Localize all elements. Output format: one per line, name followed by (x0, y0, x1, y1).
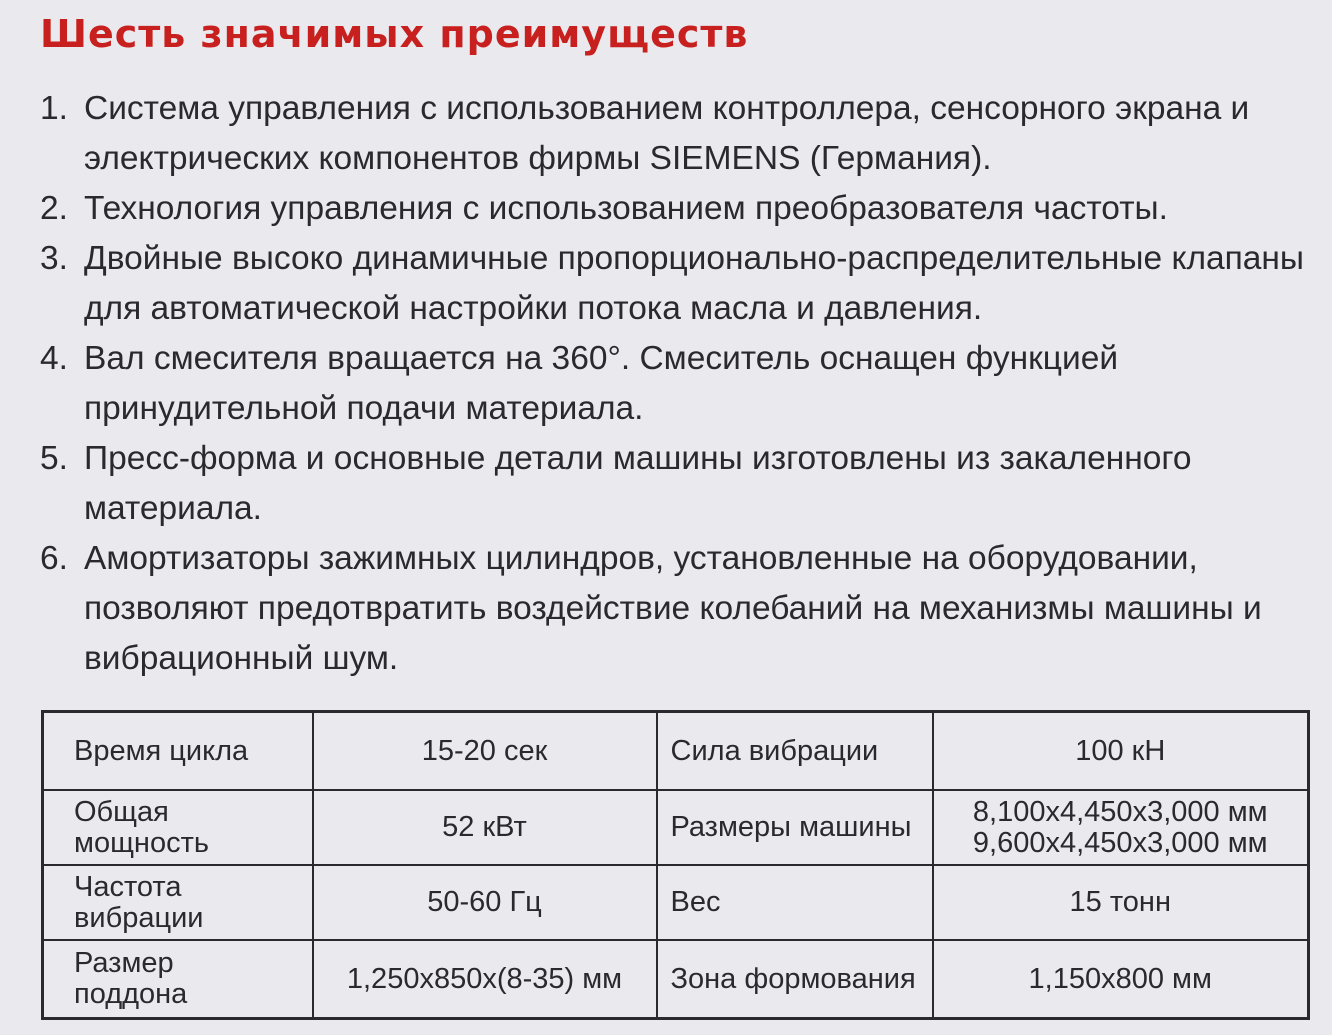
item-text: Двойные высоко динамичные пропорционально-распределительные клапаны для автоматической настройки потока масла и давления. (84, 240, 1305, 327)
table-row (43, 940, 1309, 1019)
item-text: Технология управления с использованием преобразователя частоты. (84, 190, 1168, 227)
weight-value: 15 тонн (933, 865, 1309, 940)
item-number: 2. (40, 190, 68, 227)
item-number: 6. (40, 540, 68, 577)
specs-table (41, 710, 1310, 1020)
item-number: 4. (40, 340, 68, 377)
advantages-list (40, 84, 1315, 684)
item-number: 1. (40, 90, 68, 127)
pallet-size-label (43, 940, 313, 1019)
cycle-time-label: Время цикла (43, 712, 313, 791)
list-item (40, 534, 1315, 684)
cycle-time-value: 15-20 сек (313, 712, 657, 791)
item-text: Вал смесителя вращается на 360°. Смеситель оснащен функцией принудительной подачи материала. (84, 340, 1119, 427)
total-power-label-line2: мощность (74, 826, 209, 859)
vibration-freq-value: 50-60 Гц (313, 865, 657, 940)
page-title: Шесть значимых преимуществ (40, 12, 749, 56)
table-row (43, 712, 1309, 791)
pallet-size-label-line2: поддона (74, 978, 188, 1010)
machine-size-label: Размеры машины (657, 790, 933, 865)
vibration-freq-label-line1: Частота (74, 870, 182, 903)
item-text: Пресс-форма и основные детали машины изготовлены из закаленного материала. (84, 440, 1192, 527)
list-item (40, 234, 1315, 334)
weight-label: Вес (657, 865, 933, 940)
table-row (43, 790, 1309, 865)
item-text: Амортизаторы зажимных цилиндров, установленные на оборудовании, позволяют предотвратить воздействие колебаний на механизмы машины и вибрационный шум. (84, 540, 1262, 677)
item-number: 3. (40, 240, 68, 277)
machine-size-value-2: 9,600x4,450x3,000 мм (972, 826, 1268, 859)
total-power-label-line1: Общая (74, 795, 169, 828)
item-text: Система управления с использованием контроллера, сенсорного экрана и электрических компонентов фирмы SIEMENS (Германия). (84, 90, 1250, 177)
list-item (40, 334, 1315, 434)
list-item (40, 434, 1315, 534)
vibration-freq-label-line2: вибрации (74, 901, 204, 934)
machine-size-value (933, 790, 1309, 865)
total-power-value: 52 кВт (313, 790, 657, 865)
forming-zone-value: 1,150x800 мм (933, 940, 1309, 1019)
vibration-force-value: 100 кН (933, 712, 1309, 791)
vibration-freq-label (43, 865, 313, 940)
item-number: 5. (40, 440, 68, 477)
table-row (43, 865, 1309, 940)
list-item (40, 84, 1315, 184)
machine-size-value-1: 8,100x4,450x3,000 мм (972, 795, 1268, 828)
list-item (40, 184, 1315, 234)
total-power-label (43, 790, 313, 865)
vibration-force-label: Сила вибрации (657, 712, 933, 791)
pallet-size-label-line1: Размер (74, 947, 174, 979)
forming-zone-label: Зона формования (657, 940, 933, 1019)
pallet-size-value: 1,250x850x(8-35) мм (313, 940, 657, 1019)
